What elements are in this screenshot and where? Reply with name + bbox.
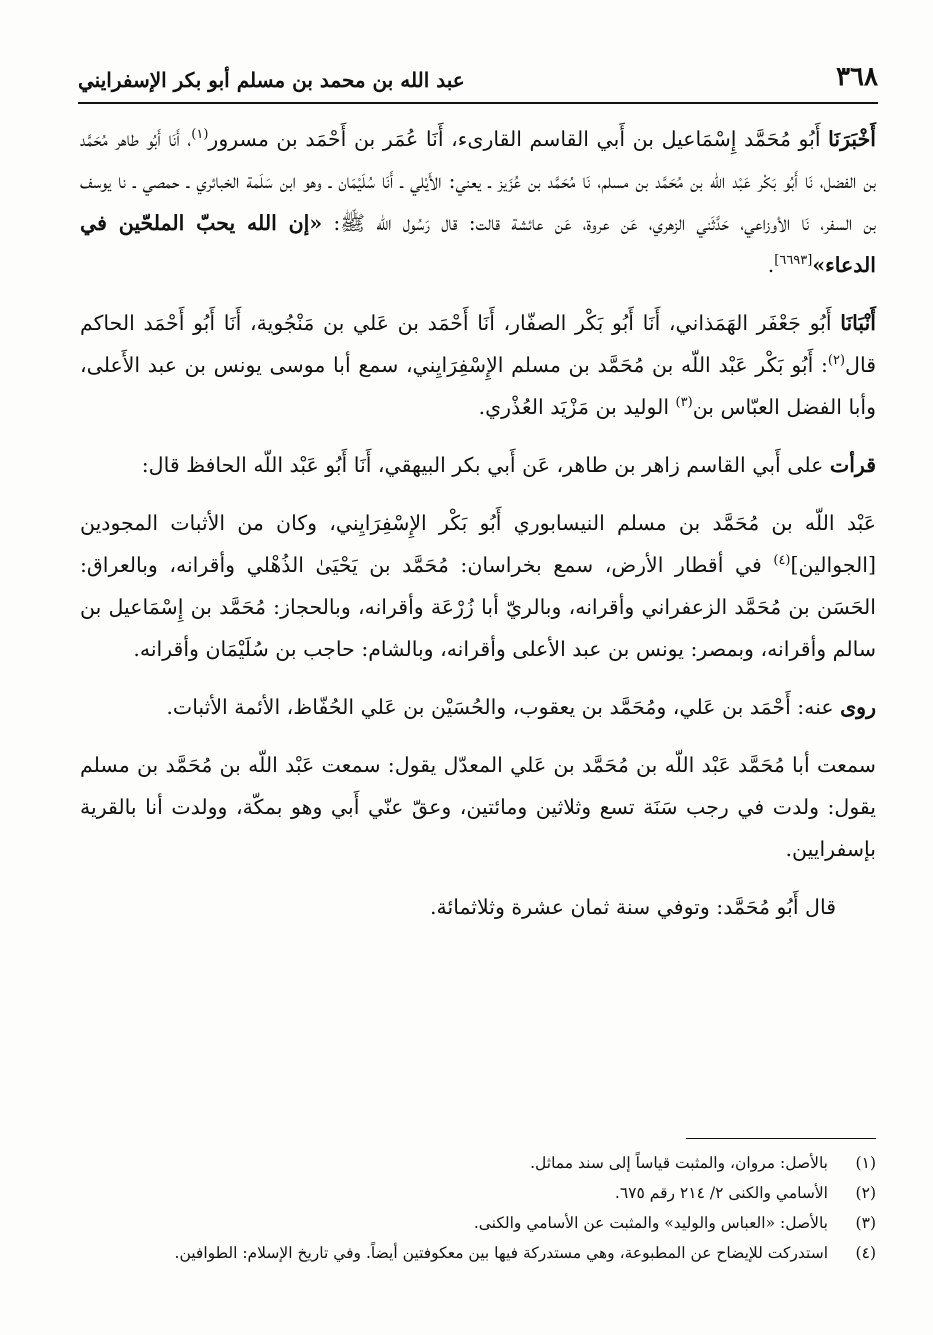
paragraph-text: عنه: أَحْمَد بن عَلي، ومُحَمَّد بن يعقوب، والحُسَيْن بن عَلي الحُفّاظ، الأئمة الأثبات. <box>166 695 841 719</box>
footnote-number: (١) <box>855 1154 876 1172</box>
paragraph-5 <box>80 686 876 728</box>
footnote-2 <box>80 1178 876 1208</box>
page-number: ٣٦٨ <box>836 62 878 92</box>
paragraph-text: على أَبي القاسم زاهر بن طاهر، عَن أَبي بكر البيهقي، أَنَا أَبُو عَبْد اللّه الحافظ قال: <box>141 453 830 477</box>
footnote-divider <box>686 1138 876 1139</box>
paragraph-1 <box>80 118 876 286</box>
paragraph-text: في أقطار الأرض، سمع بخراسان: مُحَمَّد بن يَحْيَىٰ الذُهْلي وأقرانه، وبالعراق: الحَسَن بن مُحَمَّد الزعفراني وأقرانه، وبالريّ أبا زُرْعَة وأقرانه، وبالحجاز: مُحَمَّد بن إِسْمَاعيل بن سالم وأقرانه، وبمصر: يونس بن عبد الأعلى وأقرانه، وبالشام: حاجب بن سُلَيْمَان وأقرانه. <box>80 553 876 661</box>
paragraph-4 <box>80 502 876 670</box>
page-header <box>78 60 878 104</box>
footnote-1 <box>80 1148 876 1178</box>
paragraph-7 <box>80 886 876 928</box>
paragraph-tail: الوليد بن مَزْيَد العُذْري. <box>478 395 676 419</box>
footnote-text: استدركت للإيضاح عن المطبوعة، وهي مستدركة فيها بين معكوفتين أيضاً. وفي تاريخ الإسلام: الطوافين. <box>174 1244 828 1262</box>
paragraph-text: عَبْد اللّه بن مُحَمَّد بن مسلم النيسابوري أَبُو بَكْر الإِسْفِرَايِني، وكان من الأثبات المجودين [الجوالين] <box>80 511 876 577</box>
paragraph-lead: أَنْبَانَا <box>840 311 876 335</box>
footnote-text: بالأصل: «العباس والوليد» والمثبت عن الأسامي والكنى. <box>473 1214 828 1232</box>
paragraph-6 <box>80 744 876 870</box>
paragraph-text: أَبُو جَعْفَر الهَمَذاني، أَنَا أَبُو بَكْر الصفّار، أَنَا أَحْمَد بن عَلي بن مَنْجُوية، أَنَا أَبُو أَحْمَد الحاكم قال <box>80 311 876 377</box>
hadith-quote: «إن الله يحبّ الملحّين في الدعاء» <box>80 211 876 277</box>
paragraph-text: قال أَبُو مُحَمَّد: وتوفي سنة ثمان عشرة وثلاثمائة. <box>430 895 836 919</box>
running-title: عبد الله بن محمد بن مسلم أبو بكر الإسفرايني <box>78 68 465 92</box>
footnotes <box>80 1148 876 1268</box>
paragraph-text: : أَبُو بَكْر عَبْد اللّه بن مُحَمَّد بن مسلم الإِسْفِرَايِني، سمع أبا موسى يونس بن عبد الأَعلى، وأبا الفضل العبّاس بن <box>80 353 876 419</box>
footnote-text: بالأصل: مروان، والمثبت قياساً إلى سند مماثل. <box>530 1154 828 1172</box>
footnote-ref: (٤) <box>773 553 791 569</box>
footnote-ref: (١) <box>191 127 209 143</box>
footnote-number: (٢) <box>855 1184 876 1202</box>
footnote-number: (٤) <box>855 1244 876 1262</box>
paragraph-text: سمعت أبا مُحَمَّد عَبْد اللّه بن مُحَمَّد بن عَلي المعدّل يقول: سمعت عَبْد اللّه بن مُحَمَّد بن مسلم يقول: ولدت في رجب سَنَة تسع وثلاثين ومائتين، وعقّ عنّي أَبي وهو بمكّة، وولدت أنا بالقرية بإسفرايين. <box>80 753 876 861</box>
footnote-ref: (٣) <box>675 395 693 411</box>
main-text <box>80 118 876 944</box>
paragraph-lead: أَخْبَرَنَا <box>828 127 876 151</box>
hadith-number: [٦٦٩٣] <box>774 253 813 269</box>
footnote-3 <box>80 1208 876 1238</box>
footnote-number: (٣) <box>855 1214 876 1232</box>
paragraph-2 <box>80 302 876 428</box>
footnote-text: الأسامي والكنى ٢/ ٢١٤ رقم ٦٧٥. <box>614 1184 828 1202</box>
paragraph-text: أَبُو مُحَمَّد إِسْمَاعيل بن أَبي القاسم القارىء، أَنَا عُمَر بن أَحْمَد بن مسرور <box>208 127 829 151</box>
paragraph-3 <box>80 444 876 486</box>
paragraph-lead: روى <box>840 695 876 719</box>
footnote-4 <box>80 1238 876 1268</box>
footnote-ref: (٢) <box>827 353 846 369</box>
paragraph-text: ، أَنَا أَبُو طاهر مُحَمَّد بن الفضل، نَا أَبُو بَكْر عَبْد اللّه بن مُحَمَّد بن مسلم، نَا مُحَمَّد بن عُزَيز ـ يعني: الأَيْلي ـ أَنَا سُلَيْمَان ـ وهو ابن سَلَمة الخبائري ـ حمصي ـ نا يوسف بن السفر، نَا الأوزاعي، حَدَّثَني الزهري، عَن عروة، عَن عائشة قالت: قال رَسُول الله ﷺ: <box>80 127 876 235</box>
paragraph-tail: . <box>767 253 775 277</box>
paragraph-lead: قرأت <box>829 453 876 477</box>
